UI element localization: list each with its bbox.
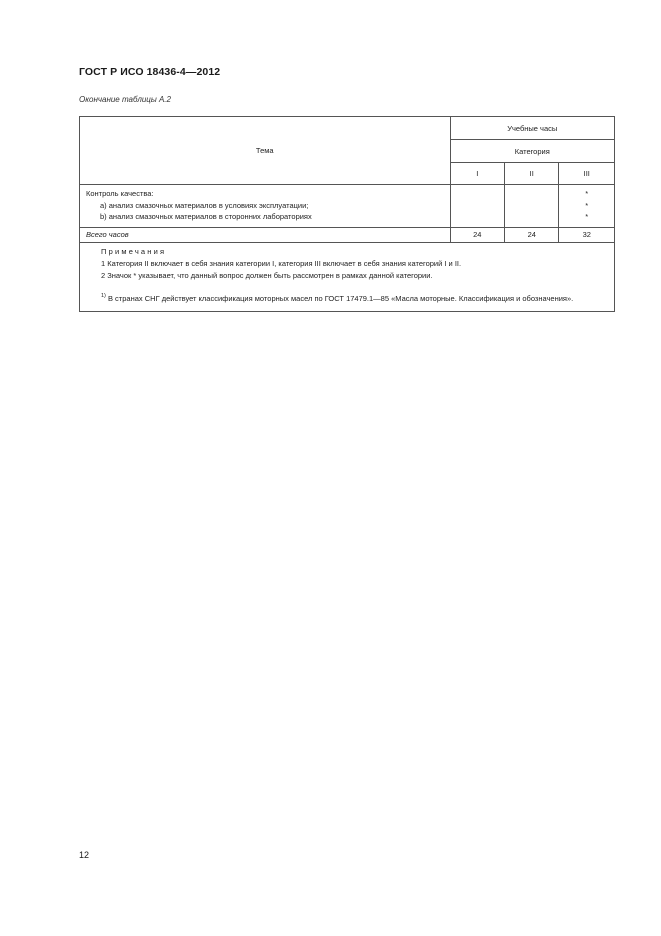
category-i-header: I — [450, 163, 504, 185]
category-iii-header: III — [559, 163, 615, 185]
topic-cell — [80, 185, 451, 228]
table-row — [80, 185, 615, 228]
topic-item: b) анализ смазочных материалов в сторонних лабораториях — [100, 212, 312, 221]
footnote — [86, 289, 608, 306]
note-item: 2 Значок * указывает, что данный вопрос должен быть рассмотрен в рамках данной категории. — [101, 270, 433, 280]
training-hours-table — [79, 116, 615, 312]
total-row — [80, 227, 615, 242]
total-category-ii: 24 — [505, 227, 559, 242]
hours-header: Учебные часы — [450, 117, 614, 140]
category-i-cell — [450, 185, 504, 228]
table-header-row — [80, 117, 615, 140]
notes-row — [80, 242, 615, 311]
notes-cell — [80, 242, 615, 311]
total-category-i: 24 — [450, 227, 504, 242]
category-ii-header: II — [505, 163, 559, 185]
category-mark: * — [585, 189, 589, 198]
table-caption: Окончание таблицы А.2 — [79, 95, 171, 104]
category-iii-cell — [559, 185, 615, 228]
footnote-mark: 1) — [101, 292, 106, 299]
footnote-text: В странах СНГ действует классификация моторных масел по ГОСТ 17479.1—85 «Масла моторные. Классификация и обозначения». — [105, 293, 574, 303]
category-ii-cell — [505, 185, 559, 228]
topic-title: Контроль качества: — [86, 189, 154, 198]
category-mark: * — [585, 212, 589, 221]
topic-item: a) анализ смазочных материалов в условиях эксплуатации; — [100, 200, 309, 210]
document-header: ГОСТ Р ИСО 18436-4—2012 — [79, 66, 221, 78]
topic-header: Тема — [80, 117, 451, 185]
notes-title: Примечания — [101, 246, 167, 256]
category-header: Категория — [450, 140, 614, 163]
note-item: 1 Категория II включает в себя знания категории I, категория III включает в себя знания категорий I и II. — [101, 258, 462, 268]
page-number: 12 — [79, 850, 90, 860]
category-mark: * — [585, 200, 589, 210]
total-category-iii: 32 — [559, 227, 615, 242]
total-label: Всего часов — [80, 227, 451, 242]
